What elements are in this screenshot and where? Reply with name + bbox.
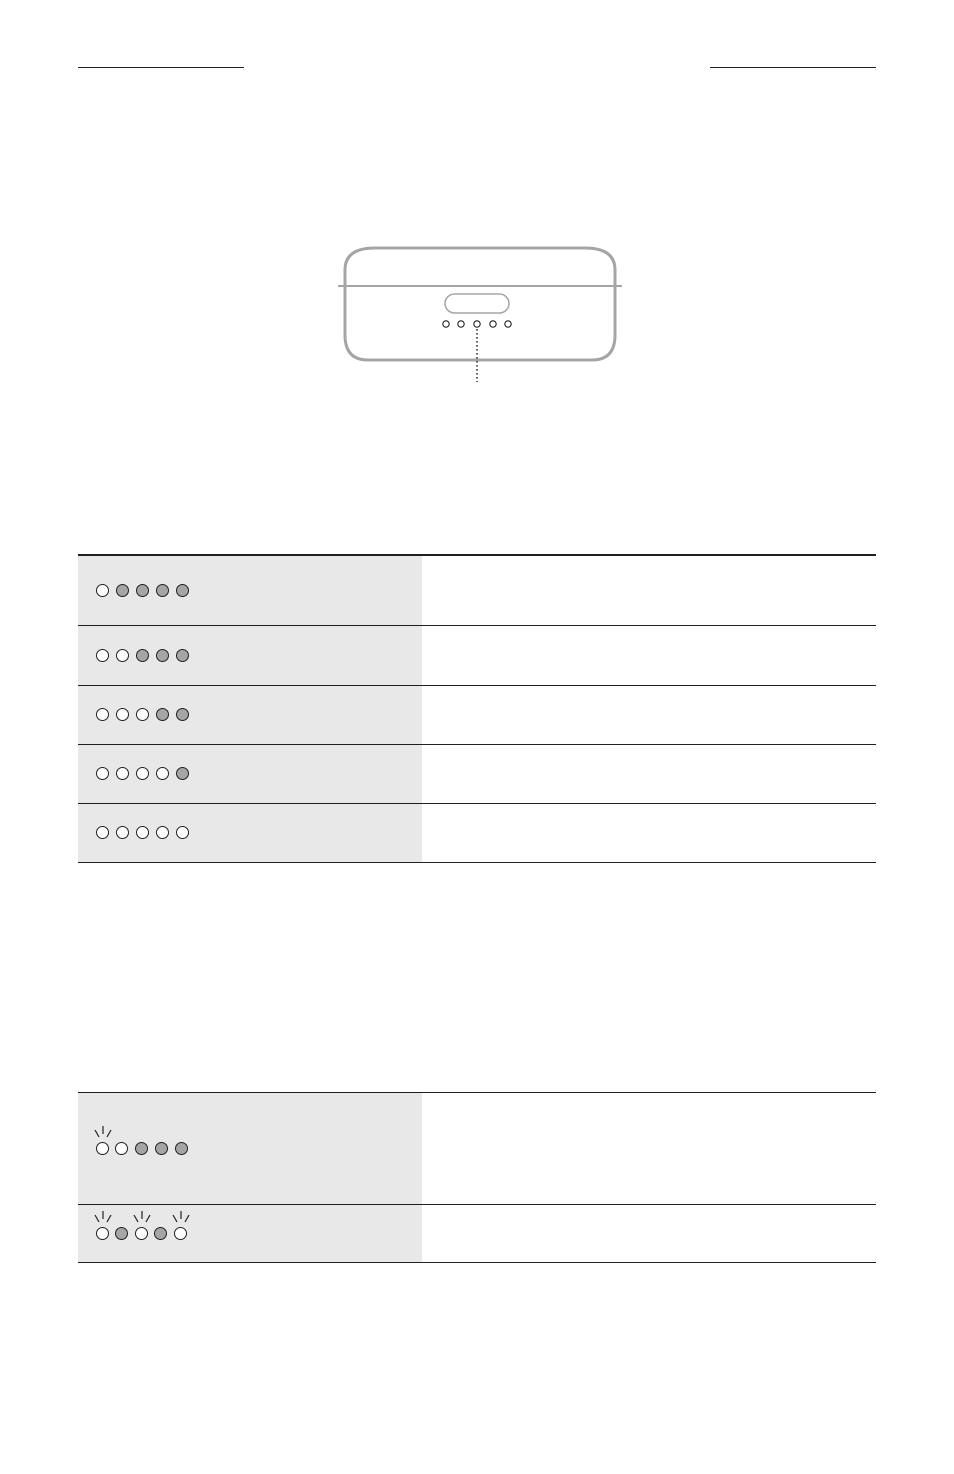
table-row xyxy=(78,803,876,862)
header-rule-right xyxy=(710,67,876,68)
led-indicator xyxy=(78,649,422,662)
led-on-icon xyxy=(176,767,189,780)
led-blinking xyxy=(96,1142,115,1155)
description-cell xyxy=(422,1205,876,1263)
led-on-icon xyxy=(155,1142,168,1155)
case-led-2 xyxy=(458,321,464,327)
led-on-icon xyxy=(116,584,129,597)
indicator-cell xyxy=(78,555,422,625)
led-off-icon xyxy=(136,826,149,839)
charging-case-illustration xyxy=(330,240,630,390)
led-off-icon xyxy=(156,826,169,839)
case-led-5 xyxy=(505,321,511,327)
description-cell xyxy=(422,685,876,744)
description-cell xyxy=(422,625,876,685)
led-off-icon xyxy=(136,767,149,780)
led-off-icon xyxy=(174,1227,187,1240)
description-cell xyxy=(422,803,876,862)
led-indicator xyxy=(78,826,422,839)
table-row xyxy=(78,625,876,685)
led-on-icon xyxy=(176,584,189,597)
indicator-cell xyxy=(78,625,422,685)
blink-rays-icon xyxy=(92,1125,114,1141)
led-blinking xyxy=(174,1227,193,1240)
led-indicator xyxy=(78,1227,422,1240)
table-row xyxy=(78,555,876,625)
led-on-icon xyxy=(175,1142,188,1155)
table-row xyxy=(78,1093,876,1205)
led-indicator xyxy=(78,708,422,721)
led-indicator xyxy=(78,767,422,780)
led-off-icon xyxy=(136,708,149,721)
led-on-icon xyxy=(176,708,189,721)
blink-rays-icon xyxy=(170,1210,192,1226)
led-off-icon xyxy=(96,1142,109,1155)
led-off-icon xyxy=(116,767,129,780)
led-off-icon xyxy=(115,1142,128,1155)
description-cell xyxy=(422,1093,876,1205)
table-row xyxy=(78,685,876,744)
description-cell xyxy=(422,555,876,625)
led-off-icon xyxy=(96,708,109,721)
led-indicator xyxy=(78,1142,422,1155)
indicator-cell xyxy=(78,685,422,744)
indicator-cell xyxy=(78,1093,422,1205)
led-on-icon xyxy=(115,1227,128,1240)
led-indicator xyxy=(78,584,422,597)
led-off-icon xyxy=(96,649,109,662)
case-led-4 xyxy=(490,321,496,327)
led-off-icon xyxy=(116,708,129,721)
led-blinking xyxy=(135,1227,154,1240)
led-off-icon xyxy=(176,826,189,839)
case-led-3 xyxy=(474,321,480,327)
case-button-icon xyxy=(445,294,509,313)
header-rule-left xyxy=(78,67,244,68)
led-off-icon xyxy=(96,826,109,839)
led-off-icon xyxy=(96,1227,109,1240)
indicator-cell xyxy=(78,1205,422,1263)
led-blinking xyxy=(96,1227,115,1240)
status-table xyxy=(78,1092,876,1263)
led-on-icon xyxy=(154,1227,167,1240)
led-on-icon xyxy=(136,649,149,662)
description-cell xyxy=(422,744,876,803)
led-off-icon xyxy=(96,767,109,780)
led-off-icon xyxy=(96,584,109,597)
blink-rays-icon xyxy=(131,1210,153,1226)
led-on-icon xyxy=(156,584,169,597)
indicator-cell xyxy=(78,803,422,862)
led-off-icon xyxy=(135,1227,148,1240)
led-off-icon xyxy=(116,826,129,839)
led-on-icon xyxy=(156,649,169,662)
blink-rays-icon xyxy=(92,1210,114,1226)
table-row xyxy=(78,1205,876,1263)
led-off-icon xyxy=(116,649,129,662)
led-off-icon xyxy=(156,767,169,780)
battery-level-table xyxy=(78,554,876,863)
case-led-1 xyxy=(443,321,449,327)
indicator-cell xyxy=(78,744,422,803)
led-on-icon xyxy=(135,1142,148,1155)
led-on-icon xyxy=(136,584,149,597)
led-on-icon xyxy=(176,649,189,662)
table-row xyxy=(78,744,876,803)
led-on-icon xyxy=(156,708,169,721)
